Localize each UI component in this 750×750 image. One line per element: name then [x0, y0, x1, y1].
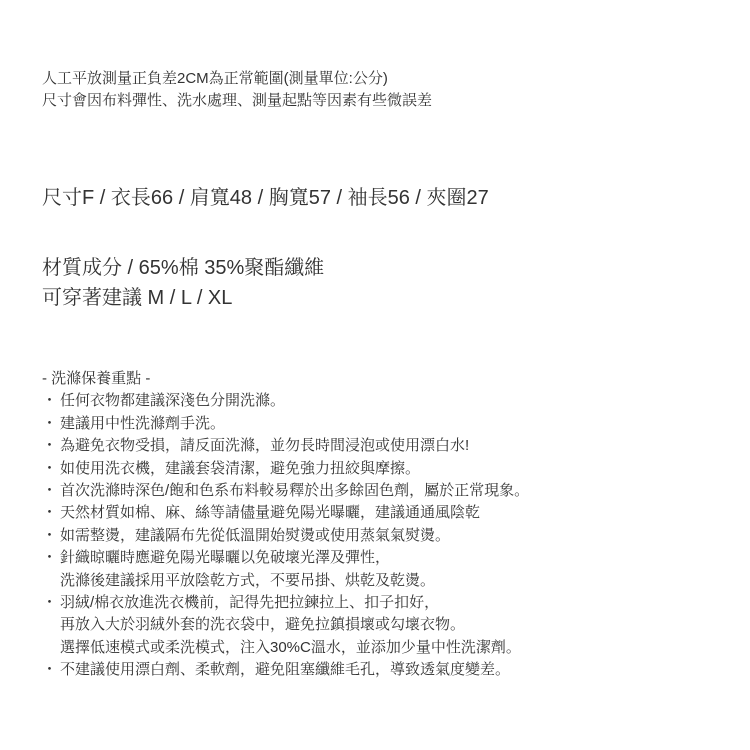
care-item: [42, 637, 529, 659]
care-item: [42, 547, 529, 569]
bullet-dot: ・: [42, 459, 58, 477]
care-item: [42, 480, 529, 502]
measurement-notes: [42, 68, 432, 112]
bullet-dot: ・: [42, 661, 58, 679]
care-item-text: 針織晾曬時應避免陽光曝曬以免破壞光澤及彈性，: [60, 549, 391, 567]
bullet-dot: ・: [42, 437, 58, 455]
care-item-text: 天然材質如棉、麻、絲等請儘量避免陽光曝曬，建議通通風陰乾: [60, 504, 481, 522]
bullet-dot: ・: [42, 549, 58, 567]
care-item: [42, 570, 529, 592]
material-composition-line: 材質成分 / 65%棉 35%聚酯纖維: [42, 257, 325, 279]
care-item-text: 如使用洗衣機，建議套袋清潔，避免強力扭絞與摩擦。: [60, 459, 421, 477]
care-list: [42, 390, 529, 681]
size-measurements-line: 尺寸F / 衣長66 / 肩寬48 / 胸寬57 / 袖長56 / 夾圈27: [42, 187, 489, 209]
care-item-text: 選擇低速模式或柔洗模式，注入30%C溫水，並添加少量中性洗潔劑。: [60, 638, 521, 656]
bullet-dot: ・: [42, 504, 58, 522]
care-item: [42, 614, 529, 636]
care-item-text: 任何衣物都建議深淺色分開洗滌。: [60, 392, 286, 410]
care-item: [42, 435, 529, 457]
bullet-dot: ・: [42, 526, 58, 544]
care-item: [42, 659, 529, 681]
care-item-text: 洗滌後建議採用平放陰乾方式，不要吊掛、烘乾及乾燙。: [60, 571, 436, 589]
care-item-text: 羽絨/棉衣放進洗衣機前，記得先把拉鍊拉上、扣子扣好，: [60, 594, 440, 612]
care-item-text: 如需整燙，建議隔布先從低溫開始熨燙或使用蒸氣氣熨燙。: [60, 526, 451, 544]
wearing-suggestion-line: 可穿著建議 M / L / XL: [42, 287, 233, 309]
care-item-text: 為避免衣物受損，請反面洗滌，並勿長時間浸泡或使用漂白水!: [60, 437, 470, 455]
material-info: [42, 253, 324, 313]
care-section: [42, 368, 529, 682]
care-item: [42, 592, 529, 614]
measurement-note-line-1: 人工平放測量正負差2CM為正常範圍(測量單位:公分): [42, 70, 388, 87]
care-item: [42, 525, 529, 547]
bullet-dot: ・: [42, 392, 58, 410]
measurement-note-line-2: 尺寸會因布料彈性、洗水處理、測量起點等因素有些微誤差: [42, 92, 433, 109]
care-item-text: 首次洗滌時深色/飽和色系布料較易釋於出多餘固色劑，屬於正常現象。: [60, 482, 530, 500]
care-section-title: - 洗滌保養重點 -: [42, 370, 151, 387]
care-item-text: 不建議使用漂白劑、柔軟劑，避免阻塞纖維毛孔，導致透氣度變差。: [60, 661, 511, 679]
care-item: [42, 390, 529, 412]
care-item-text: 建議用中性洗滌劑手洗。: [60, 414, 226, 432]
bullet-dot: ・: [42, 482, 58, 500]
care-item-text: 再放入大於羽絨外套的洗衣袋中，避免拉鎮損壞或勾壞衣物。: [60, 616, 466, 634]
care-item: [42, 502, 529, 524]
care-item: [42, 458, 529, 480]
bullet-dot: ・: [42, 594, 58, 612]
care-item: [42, 413, 529, 435]
bullet-dot: ・: [42, 414, 58, 432]
